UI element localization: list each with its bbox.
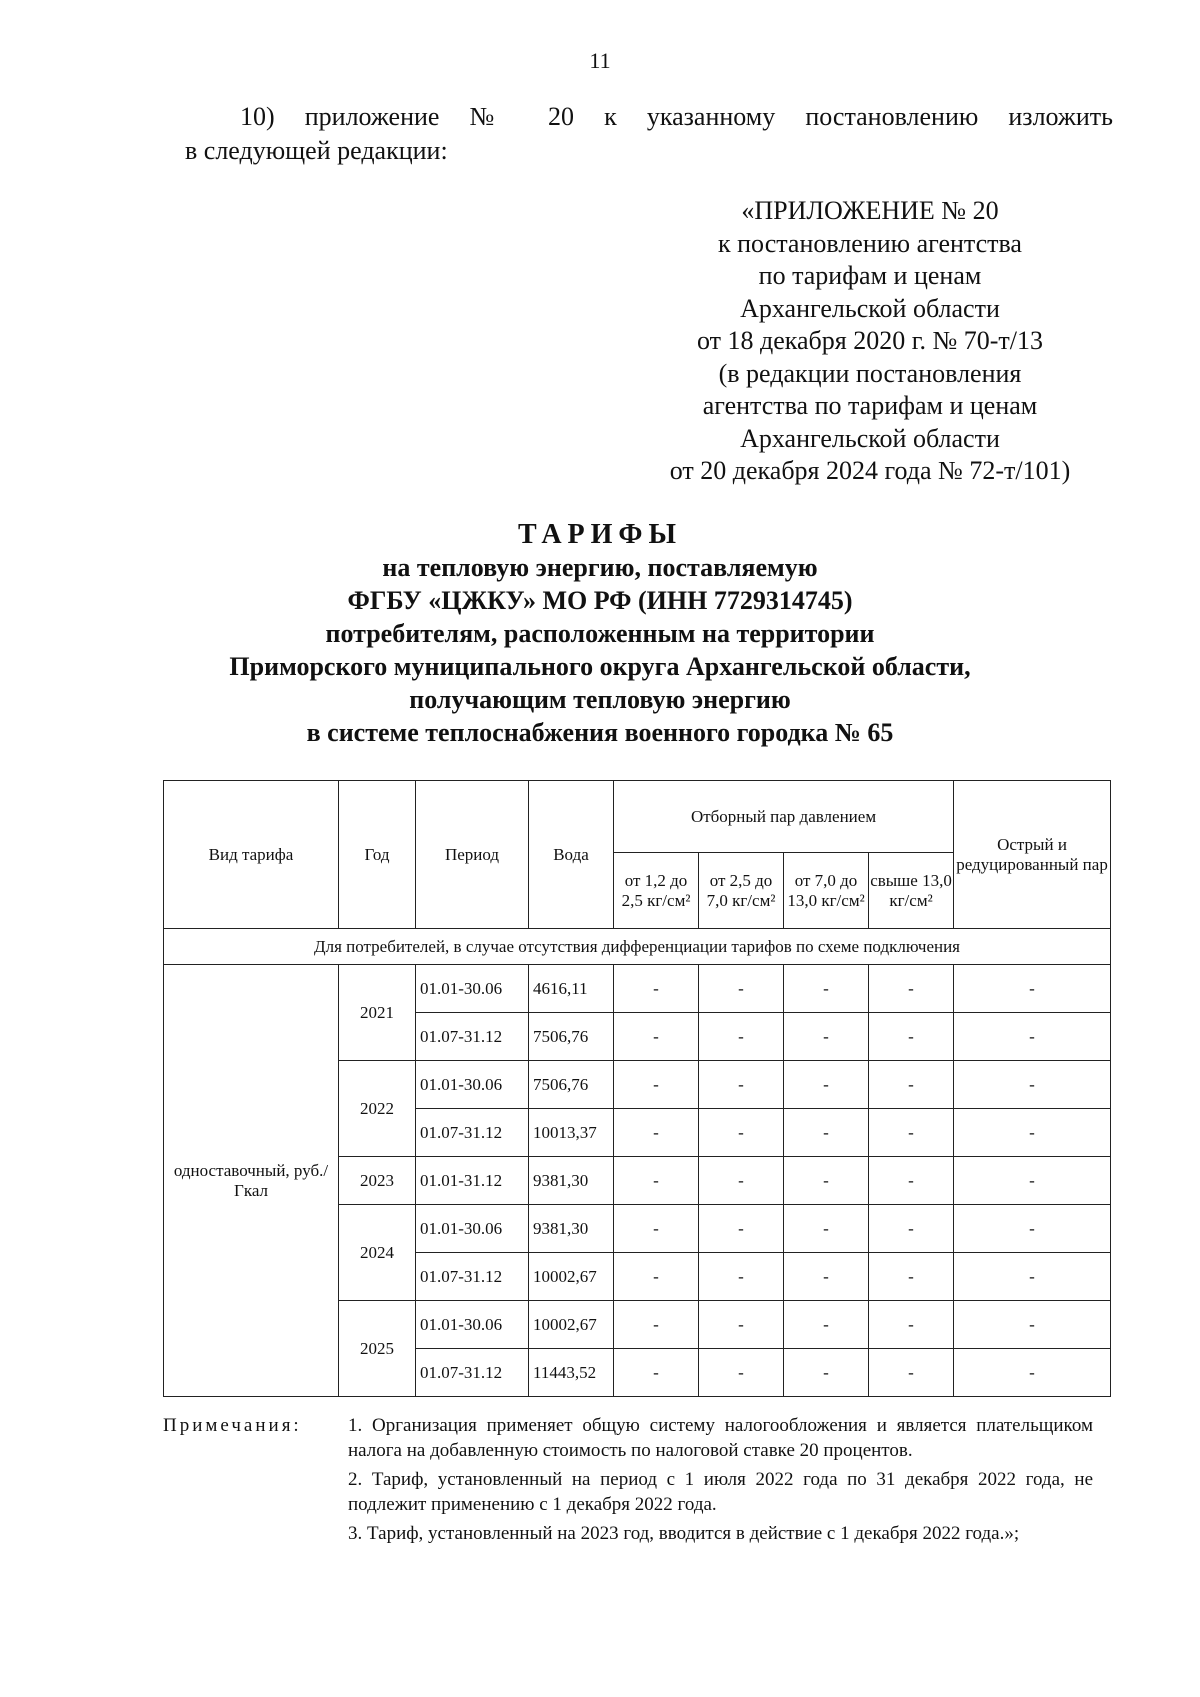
water-cell: 7506,76 bbox=[529, 1013, 614, 1061]
steam-cell: - bbox=[699, 1205, 784, 1253]
water-cell: 4616,11 bbox=[529, 965, 614, 1013]
steam-cell: - bbox=[699, 1061, 784, 1109]
water-cell: 10013,37 bbox=[529, 1109, 614, 1157]
period-cell: 01.01-31.12 bbox=[416, 1157, 529, 1205]
sharp-steam-cell: - bbox=[954, 965, 1111, 1013]
title-line: потребителям, расположенным на территории bbox=[325, 619, 875, 648]
intro-line-2: в следующей редакции: bbox=[185, 136, 448, 165]
steam-cell: - bbox=[784, 1013, 869, 1061]
steam-cell: - bbox=[699, 1109, 784, 1157]
water-cell: 10002,67 bbox=[529, 1253, 614, 1301]
sharp-steam-cell: - bbox=[954, 1061, 1111, 1109]
table-subheader: Для потребителей, в случае отсутствия дифференциации тарифов по схеме подключения bbox=[164, 929, 1111, 965]
steam-cell: - bbox=[869, 1301, 954, 1349]
steam-cell: - bbox=[699, 1349, 784, 1397]
steam-cell: - bbox=[614, 1157, 699, 1205]
water-cell: 10002,67 bbox=[529, 1301, 614, 1349]
steam-cell: - bbox=[614, 1013, 699, 1061]
steam-cell: - bbox=[614, 1253, 699, 1301]
appendix-line: Архангельской области bbox=[740, 423, 1000, 453]
intro-paragraph bbox=[185, 100, 1113, 168]
steam-cell: - bbox=[784, 1109, 869, 1157]
period-cell: 01.01-30.06 bbox=[416, 965, 529, 1013]
water-cell: 9381,30 bbox=[529, 1157, 614, 1205]
water-cell: 9381,30 bbox=[529, 1205, 614, 1253]
appendix-line: по тарифам и ценам bbox=[758, 261, 982, 290]
tariff-type-cell: одноставочный, руб./Гкал bbox=[164, 965, 339, 1397]
title-line: на тепловую энергию, поставляемую bbox=[382, 553, 818, 582]
steam-cell: - bbox=[869, 1205, 954, 1253]
steam-cell: - bbox=[784, 1061, 869, 1109]
title-line: в системе теплоснабжения военного городка № 65 bbox=[306, 718, 894, 747]
steam-cell: - bbox=[784, 1349, 869, 1397]
water-cell: 7506,76 bbox=[529, 1061, 614, 1109]
year-cell: 2023 bbox=[339, 1157, 416, 1205]
steam-cell: - bbox=[614, 1349, 699, 1397]
header-period: Период bbox=[416, 781, 529, 929]
title-line: получающим тепловую энергию bbox=[409, 685, 791, 714]
header-steam-col: от 7,0 до 13,0 кг/см² bbox=[784, 853, 869, 929]
sharp-steam-cell: - bbox=[954, 1301, 1111, 1349]
appendix-line: Архангельской области bbox=[740, 293, 1000, 323]
steam-cell: - bbox=[614, 1301, 699, 1349]
steam-cell: - bbox=[614, 1109, 699, 1157]
steam-cell: - bbox=[699, 1157, 784, 1205]
steam-cell: - bbox=[869, 1349, 954, 1397]
period-cell: 01.01-30.06 bbox=[416, 1301, 529, 1349]
header-steam-col: от 1,2 до 2,5 кг/см² bbox=[614, 853, 699, 929]
steam-cell: - bbox=[614, 965, 699, 1013]
steam-cell: - bbox=[784, 965, 869, 1013]
steam-cell: - bbox=[784, 1253, 869, 1301]
period-cell: 01.07-31.12 bbox=[416, 1109, 529, 1157]
period-cell: 01.01-30.06 bbox=[416, 1061, 529, 1109]
year-cell: 2025 bbox=[339, 1301, 416, 1397]
steam-cell: - bbox=[784, 1157, 869, 1205]
notes-label: Примечания: bbox=[163, 1415, 302, 1436]
note-item: 3. Тариф, установленный на 2023 год, вводится в действие с 1 декабря 2022 года.»; bbox=[348, 1523, 1020, 1544]
note-item: 2. Тариф, установленный на период с 1 июля 2022 года по 31 декабря 2022 года, не подлежит применению с 1 декабря 2022 года. bbox=[348, 1469, 1093, 1515]
sharp-steam-cell: - bbox=[954, 1253, 1111, 1301]
page-number: 11 bbox=[589, 48, 611, 73]
steam-cell: - bbox=[784, 1205, 869, 1253]
header-tariff-type: Вид тарифа bbox=[164, 781, 339, 929]
steam-cell: - bbox=[699, 1253, 784, 1301]
steam-cell: - bbox=[869, 1061, 954, 1109]
document-title bbox=[0, 518, 1200, 749]
steam-cell: - bbox=[869, 1013, 954, 1061]
water-cell: 11443,52 bbox=[529, 1349, 614, 1397]
sharp-steam-cell: - bbox=[954, 1205, 1111, 1253]
title-heading: ТАРИФЫ bbox=[518, 519, 682, 550]
steam-cell: - bbox=[869, 965, 954, 1013]
appendix-line: «ПРИЛОЖЕНИЕ № 20 bbox=[741, 196, 999, 225]
year-cell: 2022 bbox=[339, 1061, 416, 1157]
tariffs-table bbox=[163, 780, 1111, 1397]
steam-cell: - bbox=[869, 1109, 954, 1157]
header-steam-group: Отборный пар давлением bbox=[614, 781, 954, 853]
steam-cell: - bbox=[784, 1301, 869, 1349]
steam-cell: - bbox=[869, 1253, 954, 1301]
sharp-steam-cell: - bbox=[954, 1157, 1111, 1205]
year-cell: 2021 bbox=[339, 965, 416, 1061]
title-line: Приморского муниципального округа Архангельской области, bbox=[229, 652, 971, 681]
steam-cell: - bbox=[699, 1301, 784, 1349]
sharp-steam-cell: - bbox=[954, 1013, 1111, 1061]
intro-line-1: 10) приложение № 20 к указанному постановлению изложить bbox=[240, 102, 1113, 131]
steam-cell: - bbox=[869, 1157, 954, 1205]
steam-cell: - bbox=[699, 1013, 784, 1061]
table-row bbox=[164, 965, 1111, 1013]
note-item: 1. Организация применяет общую систему налогообложения и является плательщиком налога на добавленную стоимость по налоговой ставке 20 процентов. bbox=[348, 1415, 1093, 1461]
header-water: Вода bbox=[529, 781, 614, 929]
sharp-steam-cell: - bbox=[954, 1349, 1111, 1397]
sharp-steam-cell: - bbox=[954, 1109, 1111, 1157]
appendix-header bbox=[620, 195, 1120, 488]
period-cell: 01.07-31.12 bbox=[416, 1253, 529, 1301]
period-cell: 01.07-31.12 bbox=[416, 1349, 529, 1397]
steam-cell: - bbox=[699, 965, 784, 1013]
appendix-line: к постановлению агентства bbox=[718, 228, 1022, 258]
title-line: ФГБУ «ЦЖКУ» МО РФ (ИНН 7729314745) bbox=[347, 586, 853, 615]
header-year: Год bbox=[339, 781, 416, 929]
period-cell: 01.01-30.06 bbox=[416, 1205, 529, 1253]
header-steam-col: свыше 13,0 кг/см² bbox=[869, 853, 954, 929]
appendix-line: (в редакции постановления bbox=[718, 358, 1022, 388]
header-sharp-steam: Острый и редуцированный пар bbox=[954, 781, 1111, 929]
steam-cell: - bbox=[614, 1061, 699, 1109]
appendix-line: от 20 декабря 2024 года № 72-т/101) bbox=[669, 456, 1071, 485]
appendix-line: от 18 декабря 2020 г. № 70-т/13 bbox=[696, 326, 1044, 355]
steam-cell: - bbox=[614, 1205, 699, 1253]
year-cell: 2024 bbox=[339, 1205, 416, 1301]
header-steam-col: от 2,5 до 7,0 кг/см² bbox=[699, 853, 784, 929]
appendix-line: агентства по тарифам и ценам bbox=[702, 391, 1038, 420]
period-cell: 01.07-31.12 bbox=[416, 1013, 529, 1061]
